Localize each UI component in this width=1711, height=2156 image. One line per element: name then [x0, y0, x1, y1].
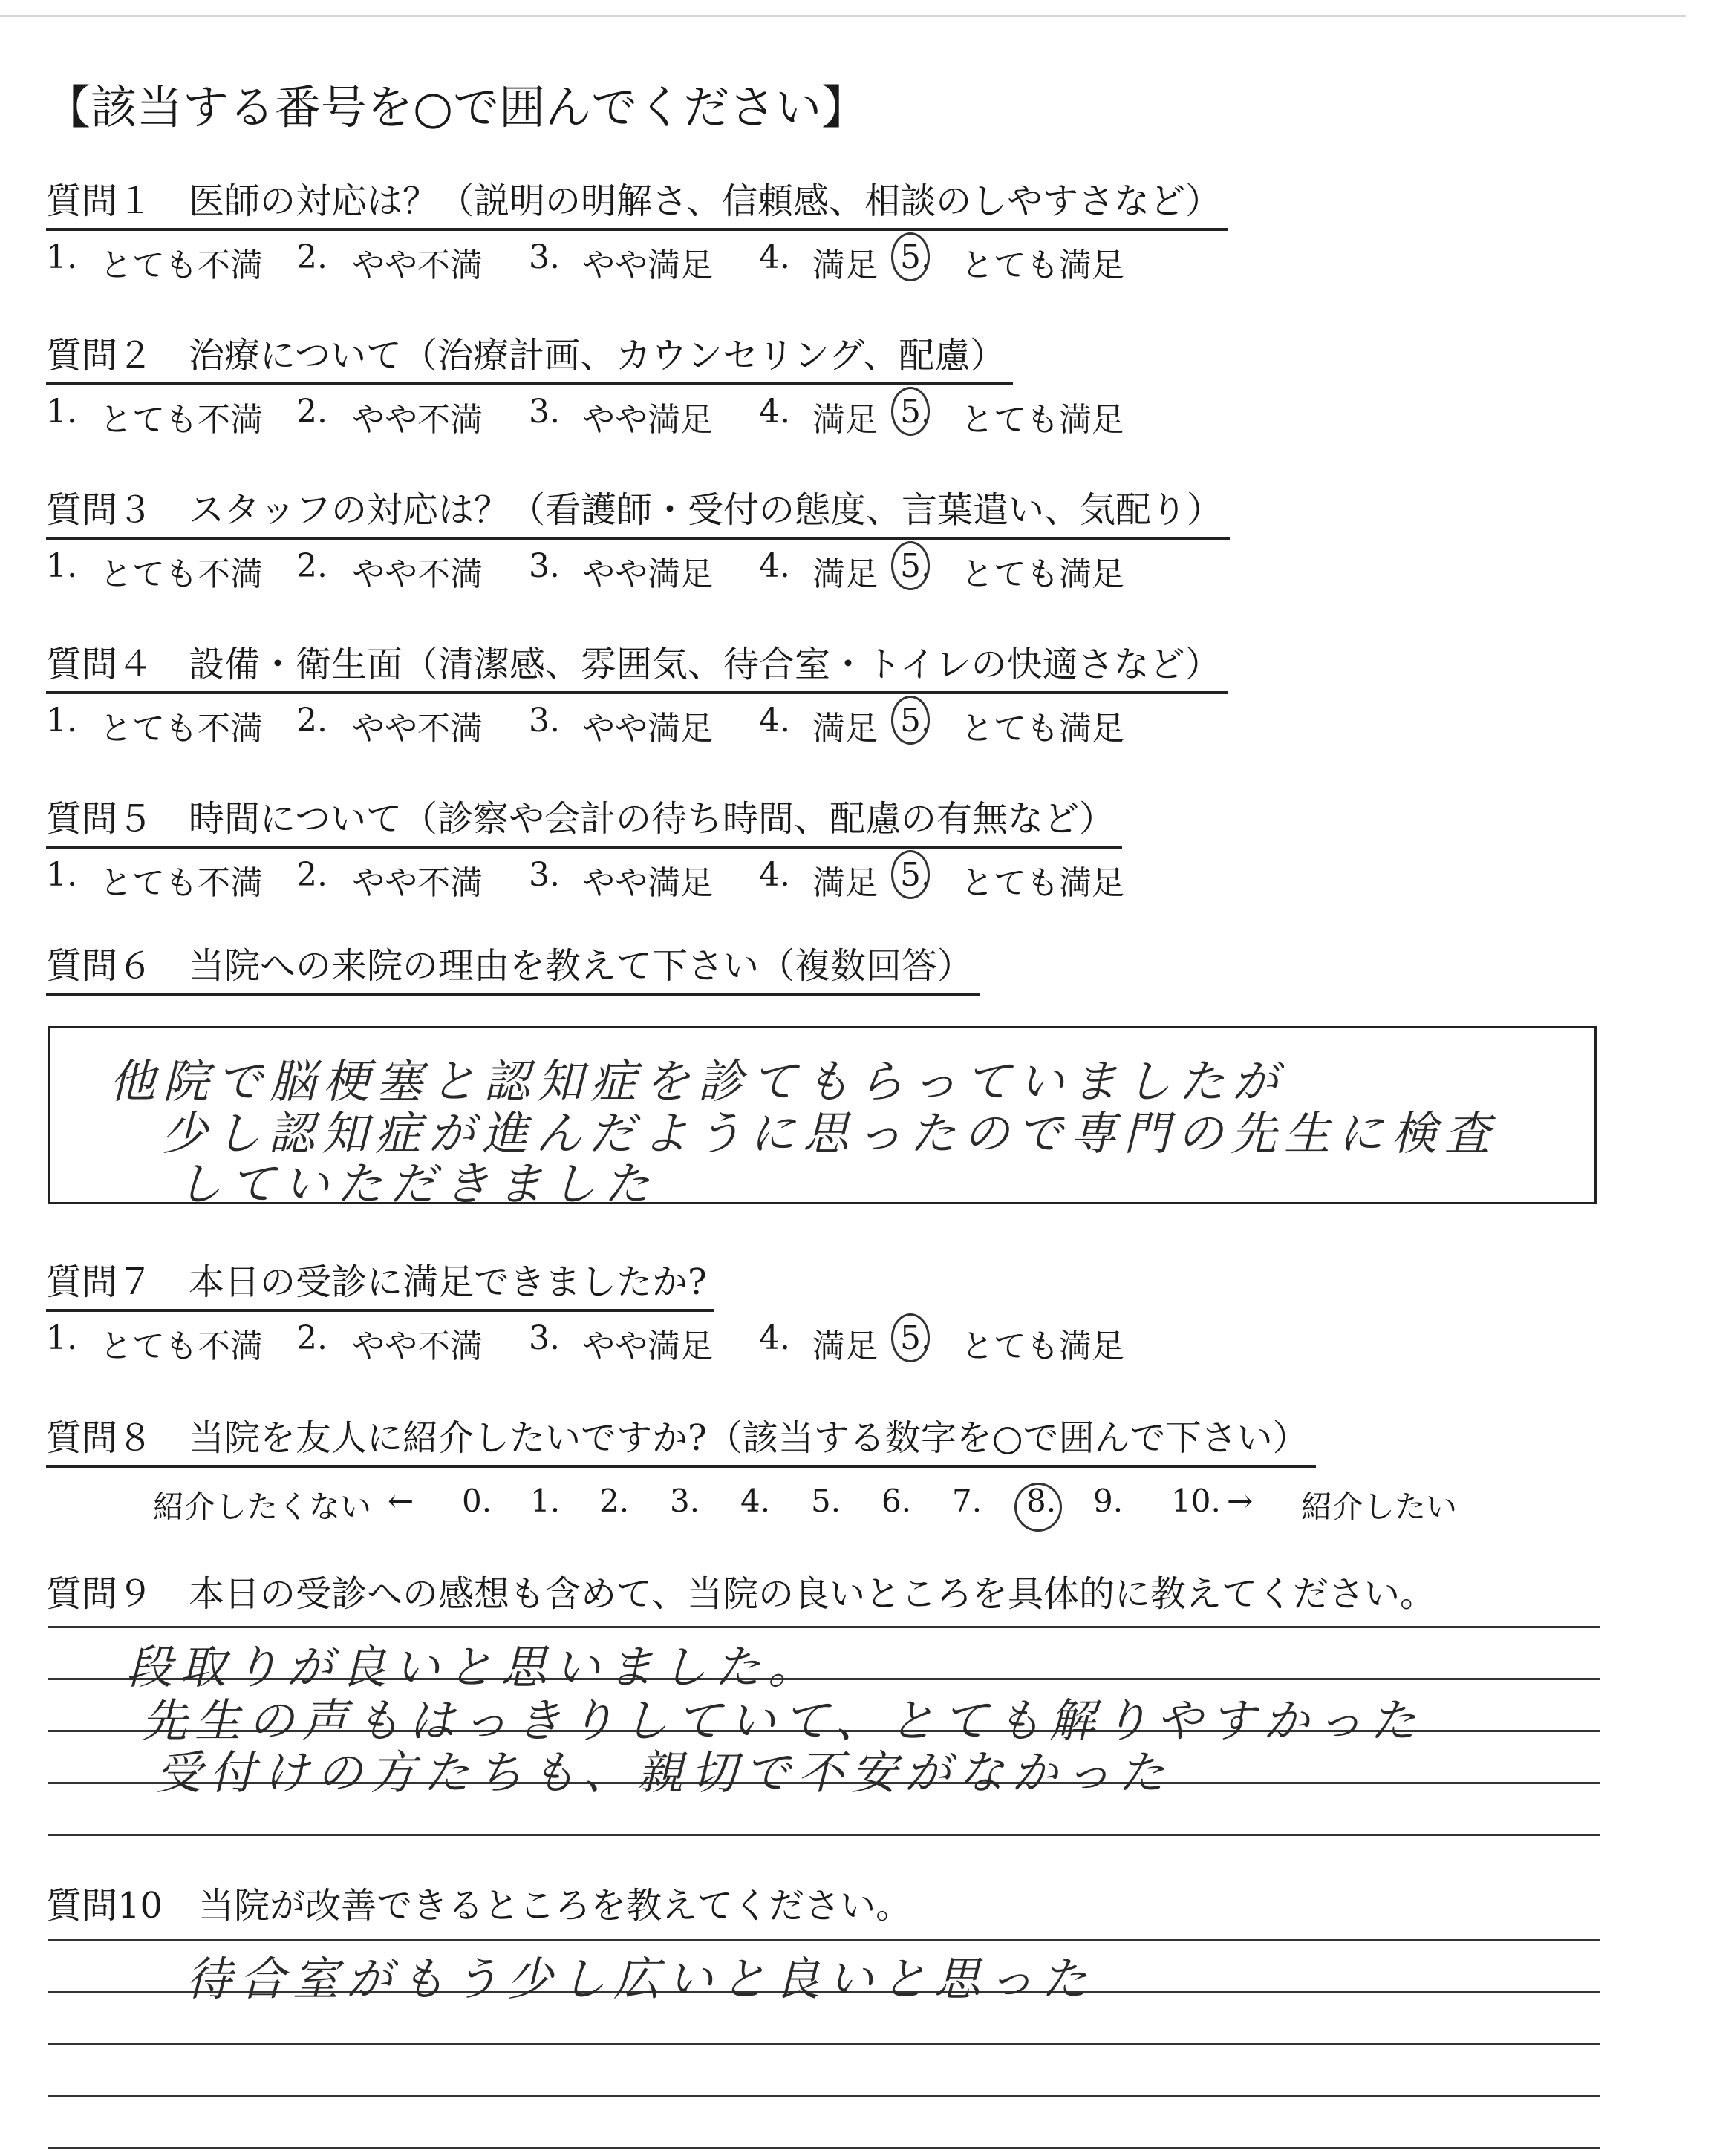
left-arrow: ←: [388, 1483, 414, 1519]
option-number[interactable]: 4.: [759, 238, 790, 276]
answer-box-q6[interactable]: [48, 1026, 1597, 1211]
handwritten-line-2: 少し認知症が進んだように思ったので専門の先生に検査: [161, 1106, 1499, 1160]
option-label: 満足: [812, 864, 878, 902]
question-text: 時間について（診察や会計の待ち時間、配慮の有無など）: [189, 798, 1115, 840]
option-label: やや満足: [582, 401, 713, 439]
question-heading: [46, 327, 1013, 385]
question-text: 当院を友人に紹介したいですか?（該当する数字を○で囲んで下さい）: [189, 1417, 1308, 1459]
question-7-heading: [46, 1253, 714, 1312]
scale-value[interactable]: 5.: [811, 1483, 841, 1519]
option-label: とても満足: [961, 864, 1124, 902]
option-number[interactable]: 3.: [529, 393, 560, 431]
question-text: スタッフの対応は？（看護師・受付の態度、言葉遣い、気配り）: [189, 489, 1223, 531]
question-text: 当院への来院の理由を教えて下さい（複数回答）: [189, 945, 974, 987]
option-number[interactable]: 5.: [900, 393, 931, 431]
option-number[interactable]: 2.: [296, 702, 327, 739]
option-label: やや不満: [352, 864, 483, 902]
scale-left-label: 紹介したくない: [153, 1489, 372, 1525]
option-label: やや満足: [582, 710, 713, 748]
scale-value[interactable]: 10.: [1171, 1483, 1221, 1519]
q10-handwritten-line-1[interactable]: 待合室がもう少し広いと良いと思った: [186, 1952, 1095, 2006]
option-label: 満足: [812, 710, 878, 748]
option-number[interactable]: 5.: [900, 238, 931, 276]
selected-circle-mark: [891, 541, 930, 590]
question-number: 質問３: [46, 489, 154, 531]
question-number: 質問10: [46, 1885, 163, 1927]
option-label: とても不満: [100, 246, 263, 284]
option-number[interactable]: 4.: [759, 393, 790, 431]
option-number[interactable]: 3.: [529, 856, 560, 894]
option-number[interactable]: 4.: [759, 702, 790, 739]
option-number[interactable]: 4.: [759, 547, 790, 585]
option-label: とても不満: [100, 401, 263, 439]
scale-right-label: 紹介したい: [1301, 1489, 1458, 1525]
answer-line: [48, 1939, 1600, 1941]
selected-circle-mark: [891, 387, 930, 436]
question-heading: [46, 172, 1228, 231]
option-number[interactable]: 5.: [900, 547, 931, 585]
option-label: とても満足: [961, 401, 1124, 439]
scale-value[interactable]: 8.: [1026, 1483, 1056, 1519]
scale-value[interactable]: 3.: [670, 1483, 700, 1519]
option-label: とても満足: [961, 710, 1124, 748]
option-number[interactable]: 3.: [529, 238, 560, 276]
rating-options: [46, 856, 1606, 901]
option-label: やや満足: [582, 864, 713, 902]
question-heading: [46, 790, 1122, 849]
option-label: とても不満: [100, 710, 263, 748]
option-label: やや不満: [352, 555, 483, 593]
option-number[interactable]: 1.: [46, 1319, 77, 1357]
question-heading: [46, 636, 1228, 694]
option-number[interactable]: 2.: [296, 1319, 327, 1357]
option-number[interactable]: 1.: [46, 238, 77, 276]
option-number[interactable]: 4.: [759, 856, 790, 894]
rating-options: [46, 547, 1606, 592]
option-label: やや不満: [352, 1327, 483, 1365]
option-number[interactable]: 5.: [900, 1319, 931, 1357]
option-number[interactable]: 2.: [296, 393, 327, 431]
option-number[interactable]: 3.: [529, 547, 560, 585]
question-4: [46, 636, 1606, 784]
rating-options: [46, 393, 1606, 437]
scale-value[interactable]: 2.: [599, 1483, 630, 1519]
question-text: 当院が改善できるところを教えてください。: [198, 1885, 912, 1927]
question-number: 質問４: [46, 644, 154, 685]
question-number: 質問６: [46, 945, 154, 987]
option-label: とても満足: [961, 1327, 1124, 1365]
question-9-heading: [46, 1565, 1606, 1616]
option-number[interactable]: 1.: [46, 702, 77, 739]
answer-line: [48, 1834, 1600, 1836]
option-number[interactable]: 1.: [46, 393, 77, 431]
option-number[interactable]: 1.: [46, 856, 77, 894]
scale-value[interactable]: 1.: [530, 1483, 561, 1519]
scale-value[interactable]: 0.: [462, 1483, 492, 1519]
handwritten-line-1: 他院で脳梗塞と認知症を診てもらっていましたが: [109, 1054, 1286, 1108]
question-number: 質問５: [46, 798, 154, 840]
question-heading: [46, 481, 1230, 540]
option-number[interactable]: 2.: [296, 856, 327, 894]
option-label: とても不満: [100, 864, 263, 902]
scale-value[interactable]: 6.: [881, 1483, 912, 1519]
question-10-heading: [46, 1877, 1606, 1928]
answer-line: [48, 1626, 1600, 1628]
option-number[interactable]: 4.: [759, 1319, 790, 1357]
question-5: [46, 790, 1606, 938]
recommend-scale: [46, 1483, 1606, 1527]
option-label: やや満足: [582, 246, 713, 284]
question-6-heading: [46, 937, 980, 996]
scale-value[interactable]: 9.: [1093, 1483, 1124, 1519]
option-label: 満足: [812, 401, 878, 439]
option-number[interactable]: 1.: [46, 547, 77, 585]
question-text: 設備・衛生面（清潔感、雰囲気、待合室・トイレの快適さなど）: [189, 644, 1221, 685]
option-number[interactable]: 2.: [296, 547, 327, 585]
option-number[interactable]: 5.: [900, 856, 931, 894]
answer-line: [48, 2043, 1600, 2045]
question-number: 質問２: [46, 335, 154, 376]
scale-value[interactable]: 7.: [952, 1483, 982, 1519]
option-label: やや満足: [582, 1327, 713, 1365]
option-number[interactable]: 3.: [529, 702, 560, 739]
question-1: [46, 172, 1606, 321]
question-number: 質問１: [46, 180, 154, 222]
top-border: [0, 15, 1686, 17]
scale-value[interactable]: 4.: [740, 1483, 771, 1519]
selected-circle-mark: [891, 696, 930, 745]
question-7: [46, 1253, 1606, 1402]
right-arrow: →: [1227, 1483, 1254, 1519]
question-number: 質問８: [46, 1417, 154, 1459]
question-text: 治療について（治療計画、カウンセリング、配慮）: [189, 335, 1006, 376]
q9-handwritten-line-2[interactable]: 先生の声もはっきりしていて、とても解りやすかった: [141, 1693, 1424, 1748]
rating-options: [46, 238, 1606, 283]
option-label: とても不満: [100, 555, 263, 593]
question-8-heading: [46, 1409, 1316, 1468]
q9-handwritten-line-3[interactable]: 受付けの方たちも、親切で不安がなかった: [156, 1745, 1173, 1800]
question-3: [46, 481, 1606, 630]
option-label: やや不満: [352, 401, 483, 439]
option-number[interactable]: 3.: [529, 1319, 560, 1357]
rating-options: [46, 702, 1606, 746]
handwritten-line-3: していただきました: [176, 1157, 658, 1211]
question-2: [46, 327, 1606, 475]
selected-circle-mark: [891, 1313, 930, 1362]
selected-circle-mark: [891, 850, 930, 899]
selected-circle-mark: [891, 232, 930, 281]
option-label: とても不満: [100, 1327, 263, 1365]
option-number[interactable]: 2.: [296, 238, 327, 276]
question-text: 医師の対応は？（説明の明解さ、信頼感、相談のしやすさなど）: [189, 180, 1222, 222]
option-label: 満足: [812, 246, 878, 284]
q9-handwritten-line-1[interactable]: 段取りが良いと思いました。: [126, 1640, 822, 1694]
option-label: 満足: [812, 1327, 878, 1365]
question-text: 本日の受診への感想も含めて、当院の良いところを具体的に教えてください。: [189, 1573, 1436, 1615]
question-8: [46, 1409, 1606, 1558]
option-label: 満足: [812, 555, 878, 593]
answer-line: [48, 2147, 1600, 2149]
option-number[interactable]: 5.: [900, 702, 931, 739]
rating-options: [46, 1319, 1606, 1364]
selected-circle-mark: [1014, 1483, 1062, 1532]
question-text: 本日の受診に満足できましたか?: [189, 1261, 707, 1303]
instructions-title: 【該当する番号を○で囲んでください】: [45, 80, 868, 134]
option-label: やや不満: [352, 710, 483, 748]
option-label: とても満足: [961, 555, 1124, 593]
option-label: やや不満: [352, 246, 483, 284]
question-number: 質問９: [46, 1573, 154, 1615]
option-label: とても満足: [961, 246, 1124, 284]
option-label: やや満足: [582, 555, 713, 593]
question-number: 質問７: [46, 1261, 154, 1303]
answer-line: [48, 2095, 1600, 2097]
